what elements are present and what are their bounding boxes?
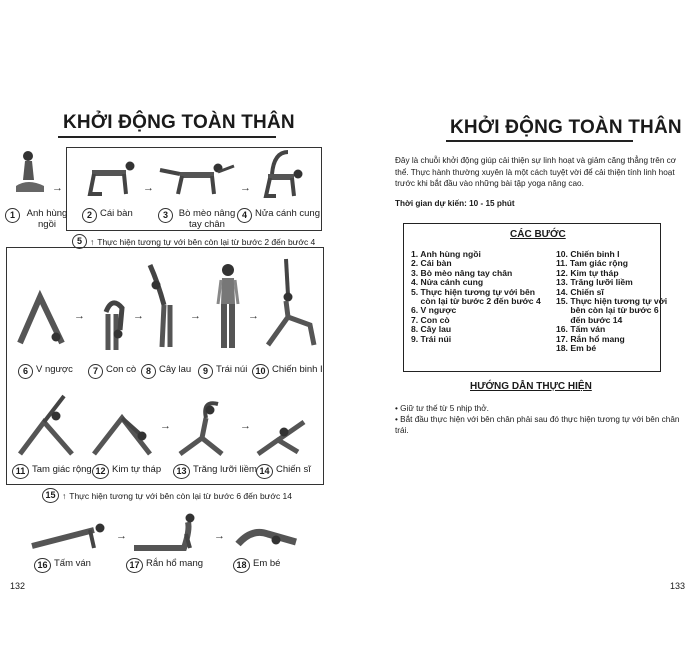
pose-name: Tam giác rộng bbox=[32, 464, 92, 475]
pose-label-7 bbox=[88, 364, 136, 379]
steps-list-right bbox=[556, 250, 667, 353]
pose-label-8 bbox=[141, 364, 191, 379]
step-number: 11 bbox=[12, 464, 29, 479]
estimated-time: Thời gian dự kiến: 10 - 15 phút bbox=[395, 199, 515, 208]
step-item: 6. V ngược bbox=[411, 305, 457, 316]
pose-label-1 bbox=[5, 208, 71, 230]
pose-label-11 bbox=[12, 464, 92, 479]
step-item: 18. Em bé bbox=[556, 343, 597, 354]
step-item: 5. Thực hiện tương tự với bên bbox=[411, 286, 535, 297]
pose-name: Anh hùng ngồi bbox=[26, 208, 68, 230]
pose-name: Cái bàn bbox=[100, 208, 133, 219]
pose-name: Con cò bbox=[106, 364, 137, 375]
up-arrow-icon: ↑ bbox=[62, 490, 67, 501]
step-item: 1. Anh hùng ngồi bbox=[411, 249, 481, 259]
step-number: 5 bbox=[72, 234, 87, 249]
guide-item: • Giữ tư thế từ 5 nhịp thở. bbox=[395, 404, 489, 413]
step-number: 10 bbox=[252, 364, 269, 379]
step-number: 7 bbox=[88, 364, 103, 379]
step-item: 16. Tấm ván bbox=[556, 324, 606, 335]
arrow-12: → bbox=[160, 420, 171, 432]
step-item: 9. Trái núi bbox=[411, 333, 452, 344]
pose-figure-10 bbox=[256, 255, 320, 350]
guide-list bbox=[395, 403, 685, 436]
pose-figure-12 bbox=[88, 404, 158, 458]
arrow-2: → bbox=[143, 182, 154, 194]
page-number-right: 133 bbox=[670, 581, 686, 591]
step-item: 11. Tam giác rộng bbox=[556, 258, 628, 269]
pose-figure-1 bbox=[10, 148, 50, 206]
arrow-13: → bbox=[240, 420, 251, 432]
pose-name: Rắn hổ mang bbox=[146, 558, 204, 569]
step-item: còn lại từ bước 2 đến bước 4 bbox=[411, 296, 541, 307]
repeat-text: Thực hiện tương tự với bên còn lại từ bước 2 đến bước 4 bbox=[97, 236, 316, 247]
repeat-text: Thực hiện tương tự với bên còn lại từ bước 6 đến bước 14 bbox=[69, 490, 293, 501]
arrow-8: → bbox=[190, 310, 201, 322]
pose-label-18 bbox=[233, 558, 280, 573]
arrow-6: → bbox=[74, 310, 85, 322]
step-number: 15 bbox=[42, 488, 59, 503]
pose-label-3 bbox=[158, 208, 238, 230]
pose-name: Chiến binh I bbox=[272, 364, 323, 375]
step-item: 2. Cái bàn bbox=[411, 258, 452, 269]
step-item: 10. Chiến binh I bbox=[556, 249, 620, 259]
pose-figure-13 bbox=[172, 396, 242, 458]
arrow-17: → bbox=[214, 530, 225, 542]
right-page bbox=[350, 0, 700, 665]
page-number-left: 132 bbox=[10, 581, 26, 591]
pose-figure-6 bbox=[12, 285, 72, 350]
pose-figure-17 bbox=[130, 510, 214, 552]
pose-label-14 bbox=[256, 464, 311, 479]
pose-label-16 bbox=[34, 558, 91, 573]
arrow-16: → bbox=[116, 530, 127, 542]
pose-name: Bò mèo nâng tay chân bbox=[178, 208, 236, 230]
step-number: 6 bbox=[18, 364, 33, 379]
guide-item: • Bắt đầu thực hiện với bên chân phải sau đó thực hiện tương tự với bên chân trái. bbox=[395, 415, 680, 435]
step-number: 12 bbox=[92, 464, 109, 479]
title-underline bbox=[58, 136, 276, 138]
intro-paragraph: Đây là chuỗi khởi động giúp cải thiện sự linh hoạt và giảm căng thẳng trên cơ thể. Thực hành thường xuyên là một cách tuyệt vời để cải thiện tính linh hoạt trước khi bắt đầu vào những bài tập yoga nâng cao. bbox=[395, 156, 677, 188]
up-arrow-icon: ↑ bbox=[90, 236, 95, 247]
step-item: 14. Chiến sĩ bbox=[556, 286, 604, 297]
step-item: 4. Nửa cánh cung bbox=[411, 277, 484, 288]
step-item: 12. Kim tự tháp bbox=[556, 267, 619, 278]
arrow-9: → bbox=[248, 310, 259, 322]
step-item: 17. Rắn hổ mang bbox=[556, 333, 625, 344]
step-item: 15. Thực hiện tương tự với bbox=[556, 296, 668, 307]
pose-label-9 bbox=[198, 364, 247, 379]
step-item: 8. Cây lau bbox=[411, 324, 452, 335]
steps-list-left bbox=[411, 250, 541, 344]
pose-figure-3 bbox=[158, 158, 238, 198]
arrow-1: → bbox=[52, 182, 63, 194]
left-page-title: KHỞI ĐỘNG TOÀN THÂN bbox=[63, 112, 295, 133]
pose-figure-7 bbox=[92, 290, 132, 352]
step-number: 13 bbox=[173, 464, 190, 479]
step-number: 8 bbox=[141, 364, 156, 379]
pose-figure-18 bbox=[232, 522, 312, 552]
arrow-3: → bbox=[240, 182, 251, 194]
pose-name: Nửa cánh cung bbox=[255, 208, 320, 219]
pose-name: Em bé bbox=[253, 558, 281, 569]
step-number: 14 bbox=[256, 464, 273, 479]
right-page-title: KHỞI ĐỘNG TOÀN THÂN bbox=[450, 117, 682, 138]
step-number: 17 bbox=[126, 558, 143, 573]
pose-figure-4 bbox=[258, 148, 318, 203]
step-number: 2 bbox=[82, 208, 97, 223]
pose-name: Trái núi bbox=[216, 364, 248, 375]
pose-name: Trăng lưỡi liềm bbox=[193, 464, 257, 475]
pose-name: V ngược bbox=[36, 364, 73, 375]
pose-name: Cây lau bbox=[159, 364, 192, 375]
pose-label-17 bbox=[126, 558, 203, 573]
step-number: 18 bbox=[233, 558, 250, 573]
pose-figure-2 bbox=[80, 158, 142, 198]
pose-label-6 bbox=[18, 364, 73, 379]
repeat-instruction-2 bbox=[42, 488, 292, 503]
step-item: 13. Trăng lưỡi liềm bbox=[556, 277, 633, 288]
step-number: 3 bbox=[158, 208, 173, 223]
pose-name: Kim tự tháp bbox=[112, 464, 162, 475]
pose-label-4 bbox=[237, 208, 320, 223]
step-item: đến bước 14 bbox=[556, 314, 623, 325]
pose-figure-8 bbox=[144, 255, 186, 350]
pose-label-10 bbox=[252, 364, 323, 379]
pose-figure-9 bbox=[208, 260, 248, 352]
pose-figure-16 bbox=[28, 512, 112, 552]
step-number: 16 bbox=[34, 558, 51, 573]
step-item: bên còn lại từ bước 6 bbox=[556, 305, 659, 316]
pose-label-2 bbox=[82, 208, 133, 223]
pose-name: Chiến sĩ bbox=[276, 464, 311, 475]
step-number: 9 bbox=[198, 364, 213, 379]
pose-figure-14 bbox=[254, 412, 314, 458]
steps-heading: CÁC BƯỚC bbox=[510, 229, 566, 240]
step-item: 3. Bò mèo nâng tay chân bbox=[411, 267, 513, 278]
step-number: 1 bbox=[5, 208, 20, 223]
title-underline bbox=[446, 140, 633, 142]
arrow-7: → bbox=[133, 310, 144, 322]
guide-heading: HƯỚNG DẪN THỰC HIỆN bbox=[470, 381, 592, 392]
pose-label-13 bbox=[173, 464, 257, 479]
pose-name: Tấm ván bbox=[54, 558, 91, 569]
pose-figure-11 bbox=[14, 392, 80, 458]
step-number: 4 bbox=[237, 208, 252, 223]
pose-label-12 bbox=[92, 464, 161, 479]
step-item: 7. Con cò bbox=[411, 314, 450, 325]
